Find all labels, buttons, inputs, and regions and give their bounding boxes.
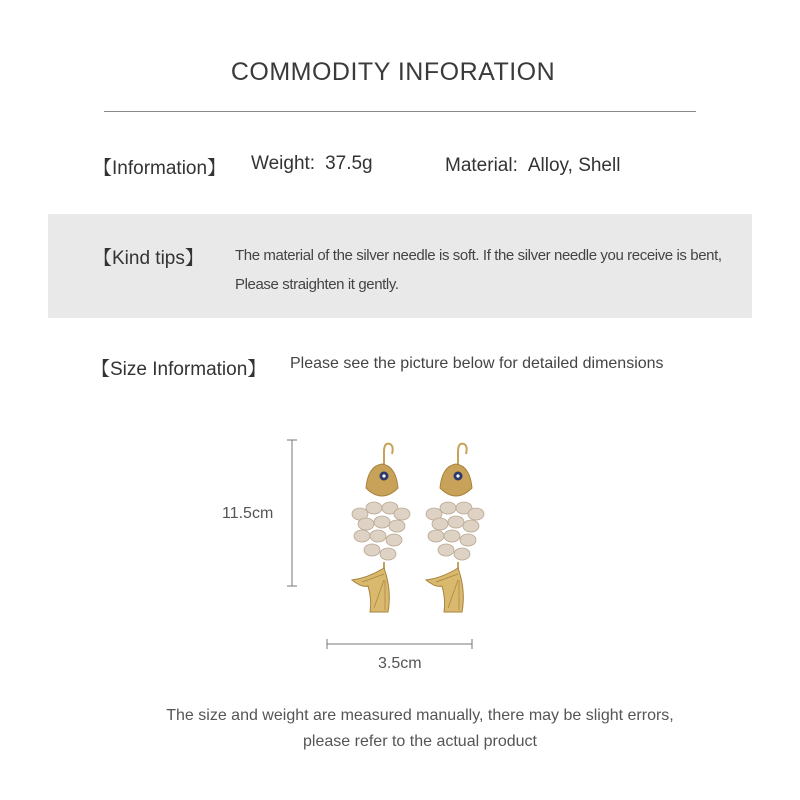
- disclaimer-line-1: The size and weight are measured manually, there may be slight errors,: [166, 707, 674, 724]
- width-dimension-line: [327, 639, 472, 649]
- earrings-product-image: [200, 430, 520, 670]
- page-title: COMMODITY INFORATION: [230, 58, 556, 86]
- size-information-label: 【Size Information】: [91, 359, 267, 380]
- kind-tips-label: 【Kind tips】: [93, 248, 204, 269]
- right-fish-earring: [426, 444, 484, 612]
- title-divider: [104, 111, 696, 112]
- left-fish-earring: [352, 444, 410, 612]
- kind-tips-text: [235, 241, 735, 299]
- measurement-disclaimer: [0, 703, 800, 755]
- material-field: [445, 155, 620, 177]
- kind-tips-line-2: Please straighten it gently.: [235, 276, 399, 293]
- material-value: Alloy, Shell: [527, 155, 621, 176]
- weight-label: Weight:: [251, 153, 316, 174]
- weight-field: [251, 153, 373, 175]
- material-label: Material:: [445, 155, 518, 176]
- weight-value: 37.5g: [325, 153, 373, 174]
- height-dimension-label: 11.5cm: [222, 505, 274, 522]
- information-label: 【Information】: [93, 158, 227, 179]
- disclaimer-line-2: please refer to the actual product: [303, 733, 537, 750]
- width-dimension-label: 3.5cm: [378, 655, 422, 672]
- height-dimension-line: [287, 440, 297, 586]
- size-information-note: Please see the picture below for detailed dimensions: [290, 355, 664, 372]
- kind-tips-line-1: The material of the silver needle is soft. If the silver needle you receive is bent,: [235, 247, 722, 264]
